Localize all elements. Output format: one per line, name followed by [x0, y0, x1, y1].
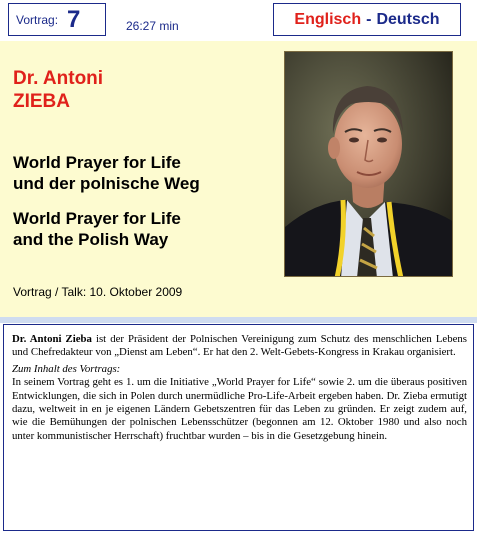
language-english: Englisch: [294, 10, 362, 28]
talk-title-english-line2: and the Polish Way: [13, 230, 169, 249]
talk-duration: 26:27 min: [126, 19, 179, 33]
speaker-name-line2: ZIEBA: [13, 91, 70, 112]
talk-title-english: [13, 208, 181, 250]
language-german: Deutsch: [376, 10, 440, 28]
talk-number-box: [8, 3, 106, 36]
talk-date: 10. Oktober 2009: [89, 285, 183, 299]
biography-intro-text: ist der Präsident der Polnischen Vereinigung zum Schutz des menschlichen Lebens und Chefredakteur von „Dienst am Leben“. Er hat den 2. Welt-Gebets-Kongress in Krakau organisiert.: [12, 333, 468, 359]
talk-number-label: Vortrag:: [16, 12, 59, 27]
language-separator: -: [366, 10, 372, 28]
speaker-name-line1: Dr. Antoni: [13, 68, 104, 89]
talk-title-english-line1: World Prayer for Life: [13, 209, 181, 228]
biography-intro: [12, 333, 467, 360]
talk-title-german-line2: und der polnische Weg: [13, 174, 200, 193]
biography-box: [3, 324, 474, 531]
talk-number: 7: [67, 5, 81, 33]
biography-name: Dr. Antoni Zieba: [12, 333, 92, 345]
speaker-photo-illustration: [285, 52, 453, 277]
speaker-name: [13, 67, 103, 113]
section-divider: [0, 317, 477, 323]
talk-date-label: Vortrag / Talk:: [13, 285, 87, 299]
content-heading: Zum Inhalt des Vortrags:: [12, 362, 121, 375]
content-text: In seinem Vortrag geht es 1. um die Initiative „World Prayer for Life“ sowie 2. um die überaus positiven Entwicklungen, die sich in Polen durch unermüdliche Pro-Life-Arbeit ergeben haben. Dr. Zieba ermutigt dazu, weltweit in en je eigenen Ländern Gebetszentren für das Leben zu gründen. Er zeigt zudem auf, wie die Bemühungen der polnischen Lebensschützer (begonnen am 12. Oktober 1980 und also noch unter kommunistischer Herrschaft) fruchtbar wurden – bis in die Gesetzgebung hinein.: [12, 376, 467, 442]
speaker-photo: [284, 51, 453, 277]
language-box: [273, 3, 461, 36]
talk-title-german: [13, 152, 200, 194]
talk-date-line: [13, 285, 182, 299]
talk-title-german-line1: World Prayer for Life: [13, 153, 181, 172]
